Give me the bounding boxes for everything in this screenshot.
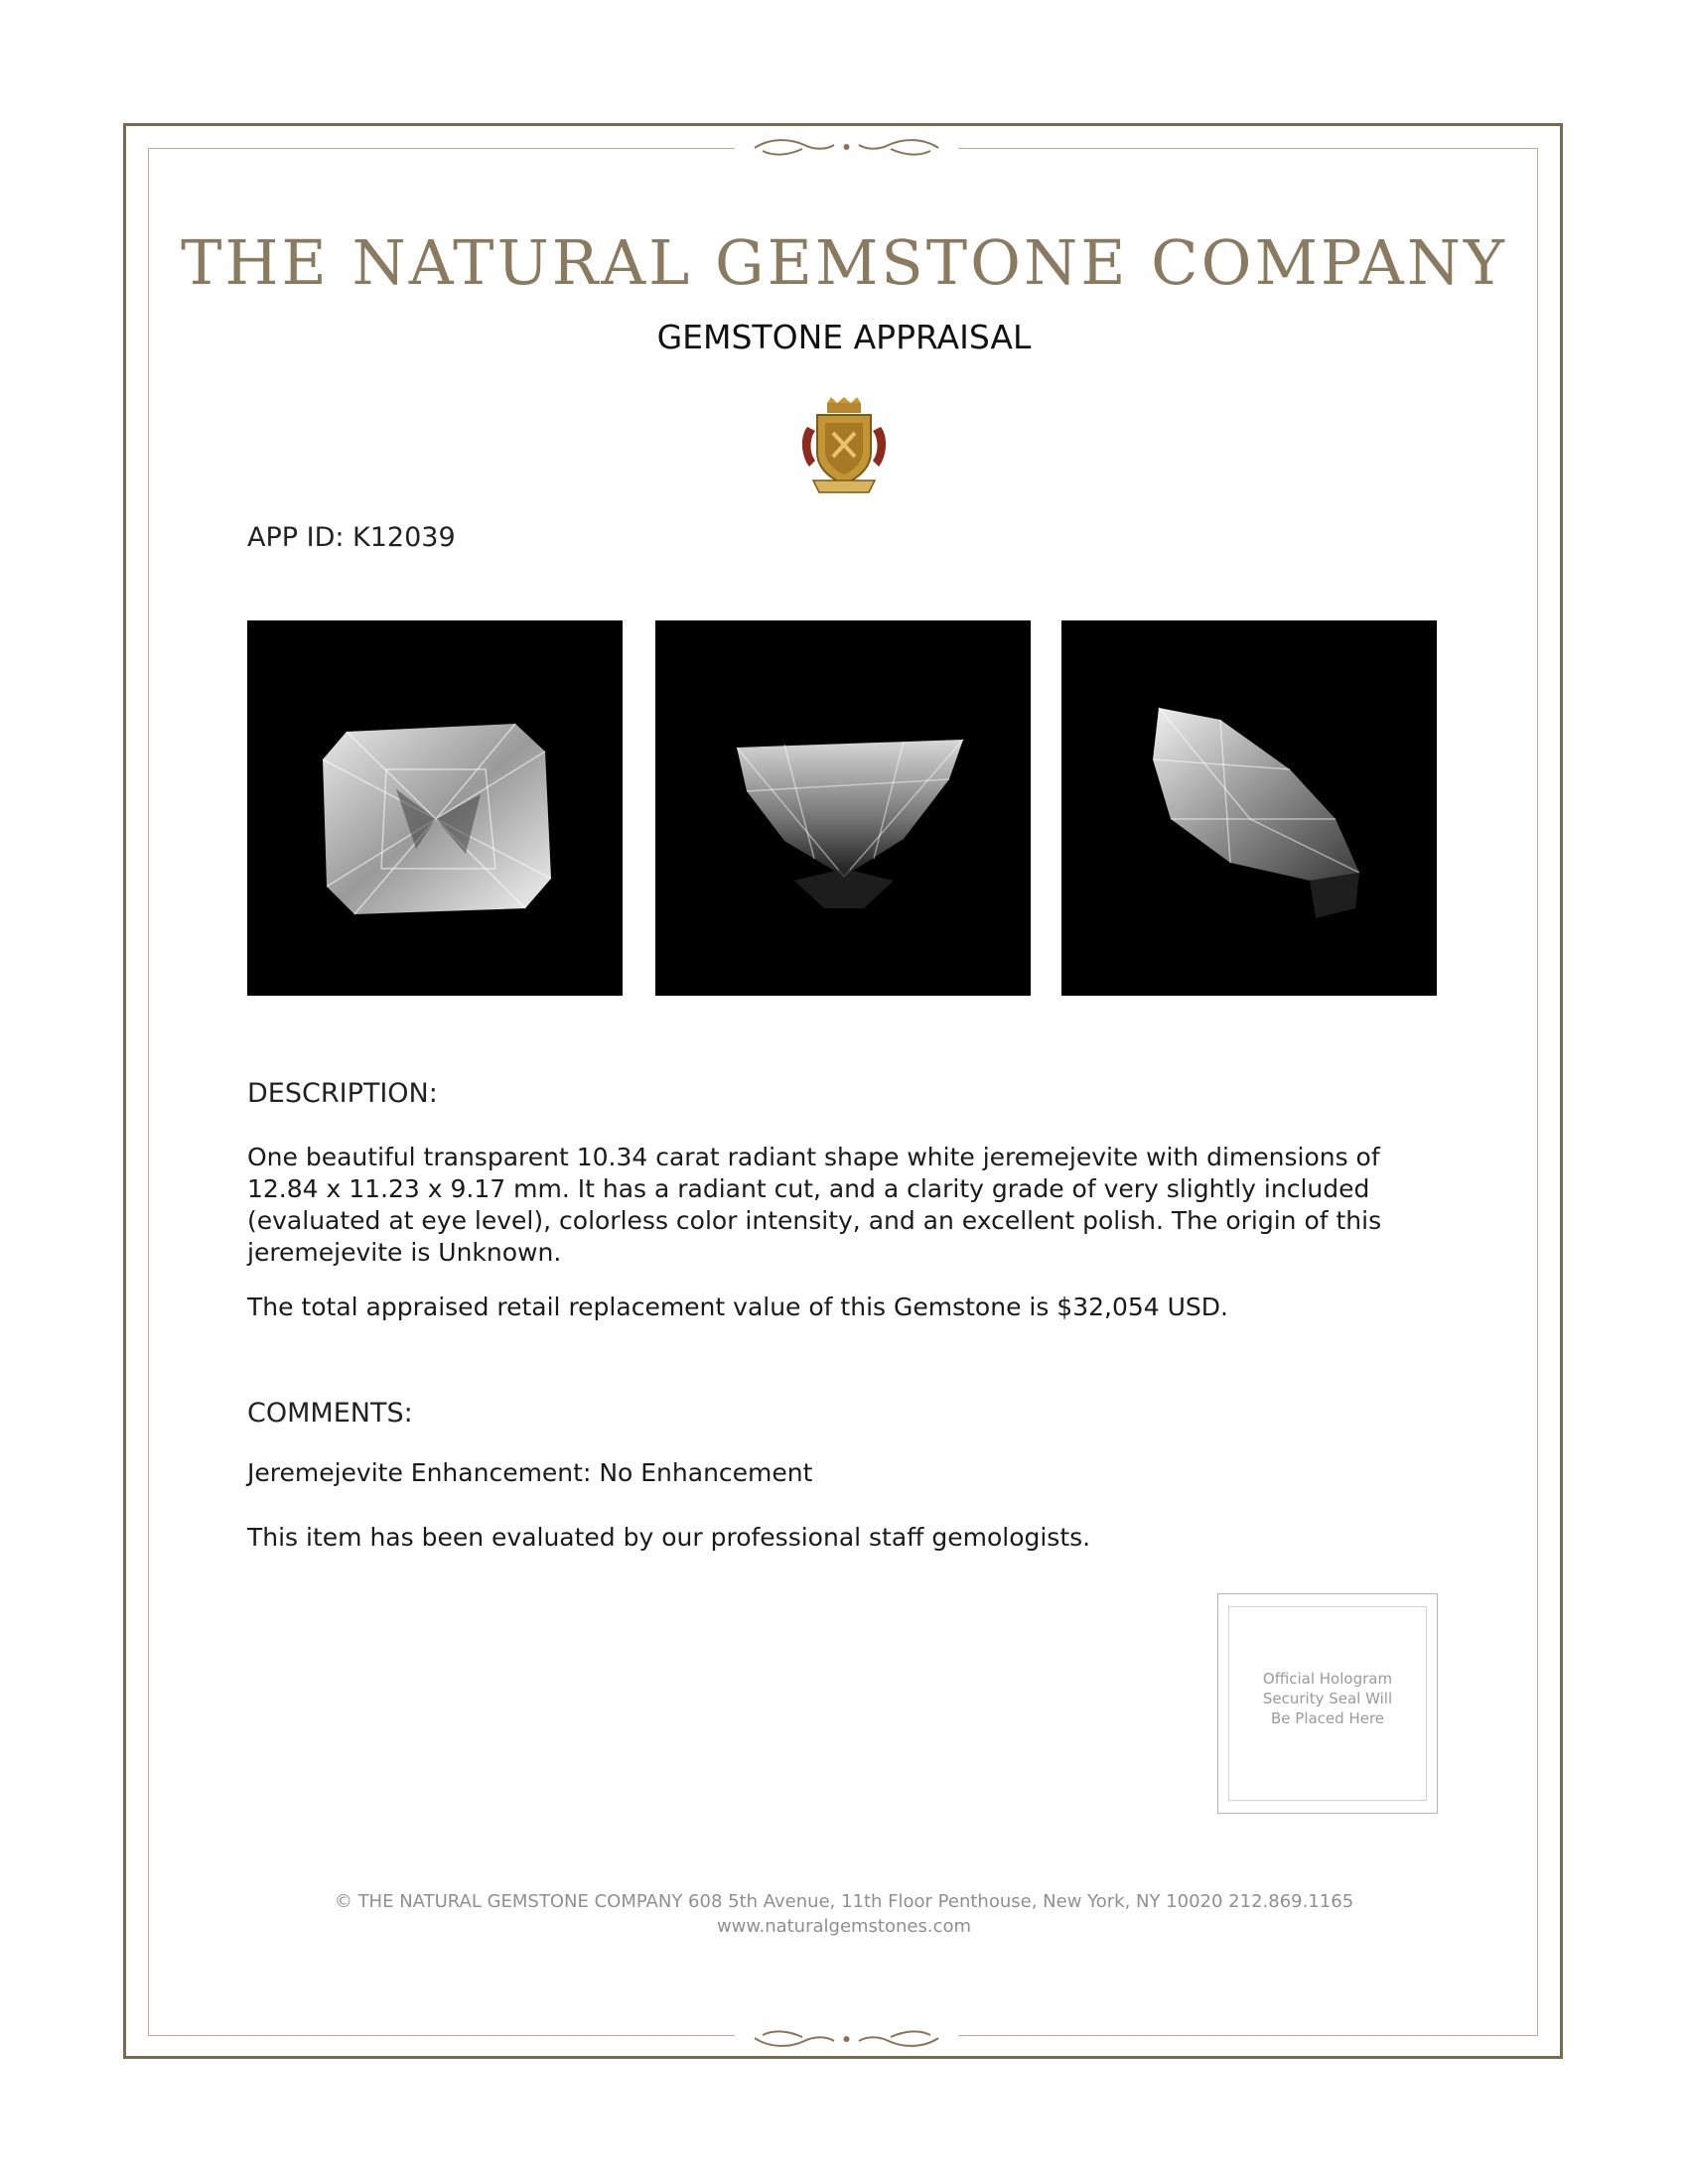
gem-photo-angle-view (1061, 620, 1437, 996)
footer-website: www.naturalgemstones.com (716, 1916, 972, 1937)
hologram-seal-text (1218, 1669, 1437, 1728)
gem-photo-top-view (247, 620, 623, 996)
seal-line-3: Be Placed Here (1270, 1709, 1385, 1727)
gem-photo-side-view (655, 620, 1031, 996)
seal-line-2: Security Seal Will (1262, 1690, 1393, 1707)
app-id: APP ID: K12039 (247, 522, 456, 553)
comments-heading: COMMENTS: (247, 1398, 413, 1429)
appraised-value-statement: The total appraised retail replacement value of this Gemstone is $32,054 USD. (247, 1293, 1229, 1321)
hologram-seal-placeholder (1217, 1593, 1438, 1814)
document-title: GEMSTONE APPRAISAL (656, 318, 1032, 356)
seal-line-1: Official Hologram (1262, 1670, 1393, 1688)
footer-address: © THE NATURAL GEMSTONE COMPANY 608 5th Avenue, 11th Floor Penthouse, New York, NY 10020 212.869.1165 (334, 1891, 1354, 1912)
description-heading: DESCRIPTION: (247, 1078, 438, 1109)
company-name: THE NATURAL GEMSTONE COMPANY (181, 226, 1507, 299)
gold-crest-icon (797, 397, 891, 496)
enhancement-comment: Jeremejevite Enhancement: No Enhancement (247, 1458, 813, 1487)
top-ornament-icon (735, 133, 958, 163)
description-text: One beautiful transparent 10.34 carat radiant shape white jeremejevite with dimensions of 12.84 x 11.23 x 9.17 mm. It has a radiant cut, and a clarity grade of very slightly included (evaluated at eye level), colorless color intensity, and an excellent polish. The origin of this jeremejevite is Unknown. (247, 1143, 1382, 1267)
bottom-ornament-icon (735, 2023, 958, 2053)
evaluation-comment: This item has been evaluated by our professional staff gemologists. (247, 1523, 1091, 1552)
